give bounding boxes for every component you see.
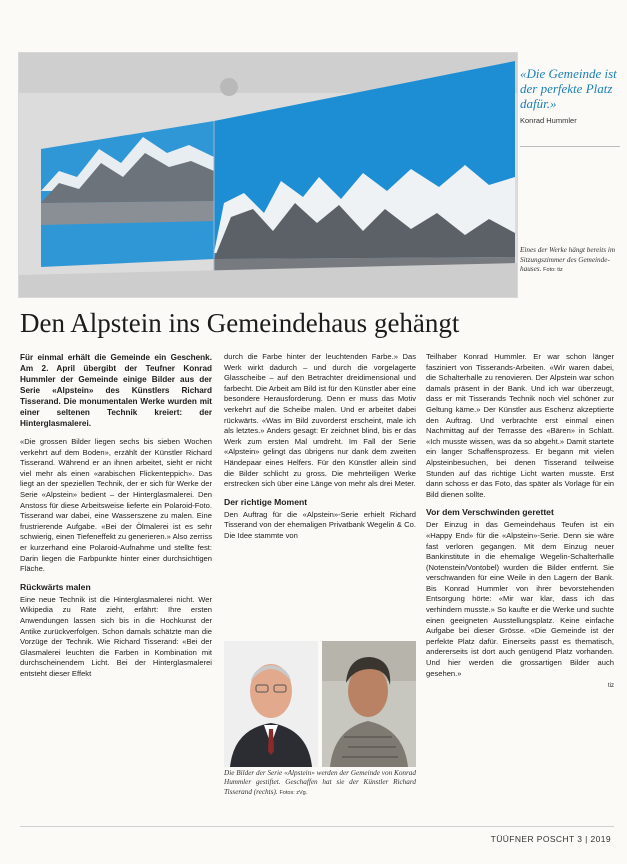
artwork-photo	[18, 52, 518, 298]
column-3	[426, 352, 614, 692]
body-paragraph: durch die Farbe hinter der leuchtenden Farbe.» Das Werk wirkt dadurch – und durch die vorgelagerte Glasscheibe – auf den Betrachter dreidimensional und farbecht. Die Arbeit am Bild ist für den Künstler aber eine besondere Herausforderung. Denn er muss das Motiv verkehrt auf die Scheibe malen. Und er arbeitet dabei rückwärts. «Was im Bild zuvorderst erscheint, male ich als letztes.» Anders gesagt: Er zeichnet blind, bis er das Werk zum ersten Mal umdreht. Im Fall der Serie «Alpstein» gelingt das übrigens nur dank dem zweiten Händepaar eines Helfers. Für den Künstler allein sind die Bilder schlicht zu gross. Die mehrteiligen Werke erstrecken sich über eine Länge von mehr als drei Meter.	[224, 352, 416, 489]
issue-number: 3 | 2019	[577, 834, 611, 844]
portrait-credit: Fotos: zVg.	[279, 789, 308, 796]
subheading-rueckwaerts-malen: Rückwärts malen	[20, 581, 91, 592]
lead-paragraph: Für einmal erhält die Gemeinde ein Geschenk. Am 2. April übergibt der Teufner Konrad Hummler der Gemeinde einige Bilder aus der Serie «Alpstein» des Künstlers Richard Tisserand. Die monumentalen Werke wurden mit einer seltenen Technik kreiert: der Hinterglasmalerei.	[20, 353, 212, 428]
body-paragraph: Der Einzug in das Gemeindehaus Teufen ist ein «Happy End» für die «Alpstein»-Serie. Denn sie wäre fast verloren gegangen. Mit dem Einzug neuer Bankinstitute in die ehemalige Wegelin-Schalterhalle (Notenstein/Vontobel) wurden die Bilder entfernt. Sie verschwanden für eine Weile in den Lagern der Bank. Bis Konrad Hummler von ihrer bevorstehenden Entsorgung hörte: «Mir war klar, dass ich das verhindern musste.» So kaufte er die Werke und suchte einen geeigneten Ausstellungsplatz. Keine einfache Aufgabe bei dieser Grösse. «Die Gemeinde ist der perfekte Platz dafür. Einerseits passt es thematisch, andererseits ist dort auch genügend Platz vorhanden. Und hier werden die grossartigen Bilder auch gesehen.»	[426, 520, 614, 678]
publication-name: TÜÜFNER POSCHT	[490, 834, 575, 844]
pull-quote	[520, 66, 620, 125]
photo-caption-text: Eines der Werke hängt bereits im Sitzungszimmer des Gemeindehauses.	[520, 246, 616, 273]
portrait-caption	[224, 769, 416, 798]
photo-caption	[520, 246, 620, 276]
portrait-photos	[224, 641, 416, 767]
page-footer	[491, 834, 611, 844]
pull-quote-divider	[520, 146, 620, 147]
body-paragraph: Eine neue Technik ist die Hinterglasmalerei nicht. Wer Wikipedia zu Rate zieht, erfährt: Ihre ersten Anwendungen lassen sich bis in die Hochkunst der Antike zurückverfolgen. Schon damals schätzte man die Vorzüge der Technik. Wie Richard Tisserand: «Bei der Glasmalerei leuchten die Farben in Kombination mit durchscheinendem Licht. Bei der Hinterglasmalerei entsteht dieser Effekt	[20, 594, 212, 678]
body-paragraph: «Die grossen Bilder liegen sechs bis sieben Wochen verkehrt auf dem Boden», erzählt der Künstler Richard Tisserand. Während er an ihnen arbeitet, sieht er nicht viel mehr als einen «arabischen Flickenteppich». Das liegt an der speziellen Technik, der er sich für Werke der Serie «Alpstein» bedient – der Hinterglasmalerei. Den Anstoss für diese Arbeitsweise lieferte ein Polaroid-Foto. Tisserand war dabei, eine Wasserszene zu malen. Eine frustrierende Aufgabe. «Bei der Ölmalerei ist es sehr schwierig, einen Tiefeneffekt zu generieren.» Also zerriss er kurzerhand eine Polaroid-Aufnahme und stellte fest: Darin liegen die Farbpunkte hinter einer durchsichtigen Fläche.	[20, 437, 212, 574]
footer-divider	[20, 826, 614, 827]
subheading-der-richtige-moment: Der richtige Moment	[224, 496, 308, 507]
subheading-vor-dem-verschwinden-gerettet: Vor dem Verschwinden gerettet	[426, 507, 554, 518]
pull-quote-author: Konrad Hummler	[520, 116, 577, 125]
portrait-caption-text: Die Bilder der Serie «Alpstein» werden der Gemeinde von Konrad Hummler gestiftet. Geschaffen hat sie der Künstler Richard Tisserand (rechts).	[224, 769, 416, 796]
photo-credit: Foto: tiz	[543, 267, 563, 273]
column-2	[224, 352, 416, 544]
pull-quote-text: «Die Gemeinde ist der perfekte Platz dafür.»	[520, 66, 617, 111]
portrait-konrad-hummler	[224, 641, 318, 767]
body-paragraph: Den Auftrag für die «Alpstein»-Serie erhielt Richard Tisserand von der ehemaligen Privatbank Wegelin & Co. Die Idee stammte von	[224, 509, 416, 540]
article-headline: Den Alpstein ins Gemeindehaus gehängt	[20, 308, 460, 338]
portrait-richard-tisserand	[322, 641, 416, 767]
body-paragraph: Teilhaber Konrad Hummler. Er war schon länger fasziniert von Tisserands-Arbeiten. «Wir waren dabei, die Schalterhalle zu renovieren. Der Alpstein war schon damals präsent in der Bank. Und ich war überzeugt, dass er mit Tisserands Technik noch viel schöner zur Geltung käme.» Der Künstler aus Eschenz akzeptierte den Auftrag. Und verbrachte erst einmal einen Nachmittag auf der Terrasse des «Bären» in Schlatt. «Ich musste wissen, was da so abgeht.» Damit startete ein langer Schaffensprozess. Er begann mit vielen Alpsteinbesuchen, bei denen Tisserand teilweise Stunden auf das richtige Licht warten musste. Erst dann schoss er das Foto, das später als Vorlage für ein Bild dienen sollte.	[426, 352, 614, 499]
author-signoff: tiz	[608, 683, 614, 690]
column-1	[20, 352, 212, 681]
